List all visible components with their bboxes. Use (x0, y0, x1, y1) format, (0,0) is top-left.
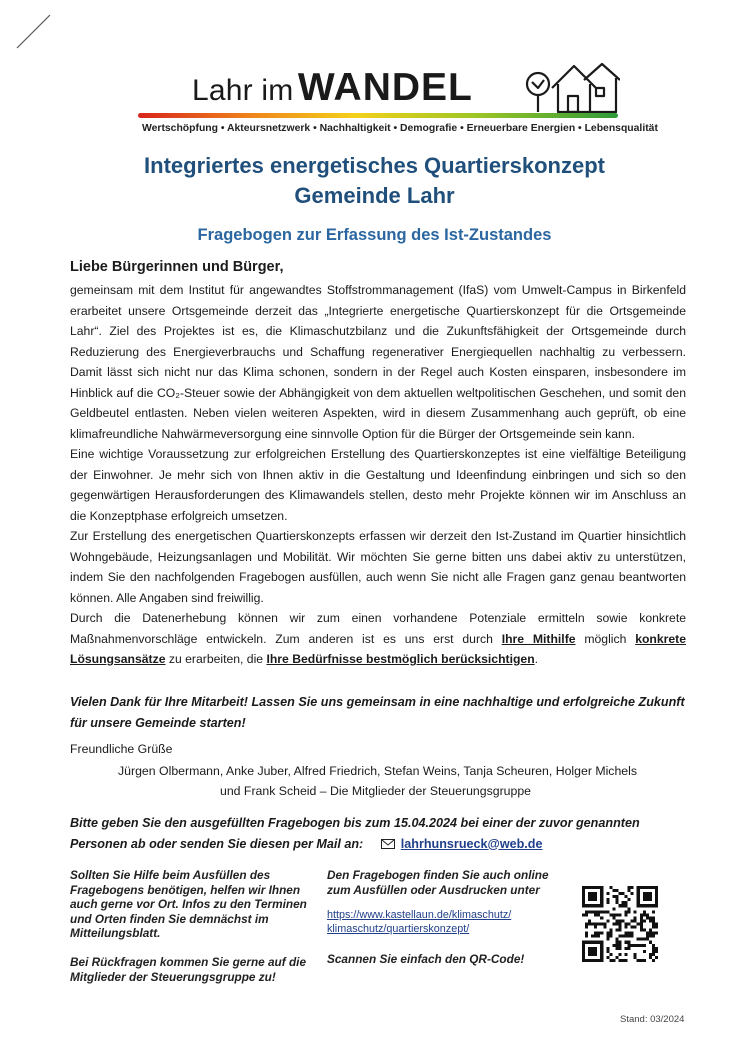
pen-stroke-mark (14, 12, 54, 52)
paragraph-4 (70, 608, 686, 670)
online-text: Den Fragebogen finden Sie auch online zum Ausfüllen oder Ausdrucken unter (327, 868, 549, 897)
logo-wordmark (192, 66, 473, 110)
page-title-line1: Integriertes energetisches Quartierskonzept (144, 153, 605, 178)
lahr-im-wandel-logo (120, 58, 658, 148)
mail-icon (381, 839, 395, 849)
questionnaire-url-link[interactable] (327, 909, 567, 936)
paragraph-4-part-d: . (534, 652, 539, 666)
url-line-2: klimaschutz/quartierskonzept/ (327, 922, 470, 935)
questions-text: Bei Rückfragen kommen Sie gerne auf die Mitglieder der Steuerungsgruppe zu! (70, 954, 307, 984)
logo-rainbow-bar (138, 113, 618, 118)
page-title-line2: Gemeinde Lahr (294, 183, 455, 208)
submission-text: Bitte geben Sie den ausgefüllten Fragebogen bis zum 15.04.2024 bei einer der zuvor genannten Personen ab oder senden Sie diesen per Mail an: (70, 816, 640, 851)
emphasis-beduerfnisse: Ihre Bedürfnisse bestmöglich berücksichtigen (266, 652, 535, 666)
online-column (327, 868, 567, 967)
page-subtitle: Fragebogen zur Erfassung des Ist-Zustandes (197, 226, 552, 244)
logo-word-big: WANDEL (297, 66, 473, 109)
document-date: Stand: 03/2024 (620, 1014, 685, 1025)
emphasis-loesungsansaetze: konkrete Lösungsansätze (70, 631, 687, 666)
help-column (70, 868, 320, 998)
submission-instructions (70, 813, 690, 854)
paragraph-4-part-c: zu erarbeiten, die (165, 652, 267, 666)
logo-tagline: Wertschöpfung • Akteursnetzwerk • Nachhaltigkeit • Demografie • Erneuerbare Energien • Lebensqualität (142, 123, 658, 134)
thanks-text: Vielen Dank für Ihre Mitarbeit! Lassen Sie uns gemeinsam in eine nachhaltige und erfolgreiche Zukunft für unsere Gemeinde starten! (70, 695, 685, 730)
scan-hint: Scannen Sie einfach den QR-Code! (327, 952, 525, 967)
paragraph-4-part-a: Durch die Datenerhebung können wir zum einen vorhandene Potenziale ermitteln sowie konkrete Maßnahmenvorschläge entwickeln. Zum anderen ist es uns erst durch (70, 611, 686, 646)
help-text: Sollten Sie Hilfe beim Ausfüllen des Fragebogens benötigen, helfen wir Ihnen auch gerne vor Ort. Infos zu den Terminen und Orten finden Sie demnächst im Mitteilungsblatt. (70, 868, 307, 941)
greeting: Liebe Bürgerinnen und Bürger, (70, 259, 284, 275)
qr-code-icon[interactable] (582, 886, 658, 962)
url-line-1: https://www.kastellaun.de/klimaschutz/ (327, 909, 512, 922)
email-link[interactable]: lahrhunsrueck@web.de (400, 836, 543, 851)
logo-word-small: Lahr im (192, 74, 294, 107)
paragraph-2: Eine wichtige Voraussetzung zur erfolgreichen Erstellung des Quartierskonzeptes ist eine vielfältige Beteiligung der Einwohner. Je mehr sich von Ihnen aktiv in die Gestaltung und Ideenfindung einbringen und sich so den gegenwärtigen Herausforderungen des Klimawandels stellen, desto mehr Projekte können wir im Anschluss an die Konzeptphase erfolgreich umsetzen. (70, 447, 686, 523)
paragraph-4-part-b: möglich (575, 631, 636, 646)
paragraph-1: gemeinsam mit dem Institut für angewandtes Stoffstrommanagement (IfaS) vom Umwelt-Campus in Birkenfeld erarbeitet unsere Ortsgemeinde derzeit das „Integrierte energetische Quartierskonzept für die Ortsgemeinde Lahr“. Ziel des Projektes ist es, die Klimaschutzbilanz und die Zukunftsfähigkeit der Ortsgemeinde durch Reduzierung des Energieverbrauchs und Schaffung regenerativer Energiequellen nachhaltig zu verbessern. Damit lässt sich nicht nur das Klima schonen, sondern in der Regel auch Kosten einsparen, insbesondere im Hinblick auf die CO₂-Steuer sowie der Abhängigkeit von dem aktuellen weltpolitischen Geschehen, und somit den Geldbeutel entlasten. Neben vielen weiteren Aspekten, wird in diesem Zusammenhang auch geprüft, ob eine klimafreundliche Nahwärmeversorgung eine sinnvolle Option für die Bürger der Ortsgemeinde sein kann. (70, 283, 686, 441)
letter-body (70, 280, 686, 670)
signers-line-1: Jürgen Olbermann, Anke Juber, Alfred Friedrich, Stefan Weins, Tanja Scheuren, Holger Michels (118, 764, 638, 778)
houses-tree-icon (524, 58, 620, 116)
emphasis-mithilfe: Ihre Mithilfe (501, 631, 576, 646)
signers-line-2: und Frank Scheid – Die Mitglieder der Steuerungsgruppe (220, 784, 532, 798)
closing-salutation: Freundliche Grüße (70, 742, 173, 756)
paragraph-3: Zur Erstellung des energetischen Quartierskonzepts erfassen wir derzeit den Ist-Zustand im Quartier hinsichtlich Wohngebäude, Heizungsanlagen und Mobilität. Wir möchten Sie gerne bitten uns dabei aktiv zu unterstützen, indem Sie den nachfolgenden Fragebogen ausfüllen, auch wenn Sie nicht alle Fragen ganz genau beantworten können. Alle Angaben sind freiwillig. (70, 529, 686, 605)
